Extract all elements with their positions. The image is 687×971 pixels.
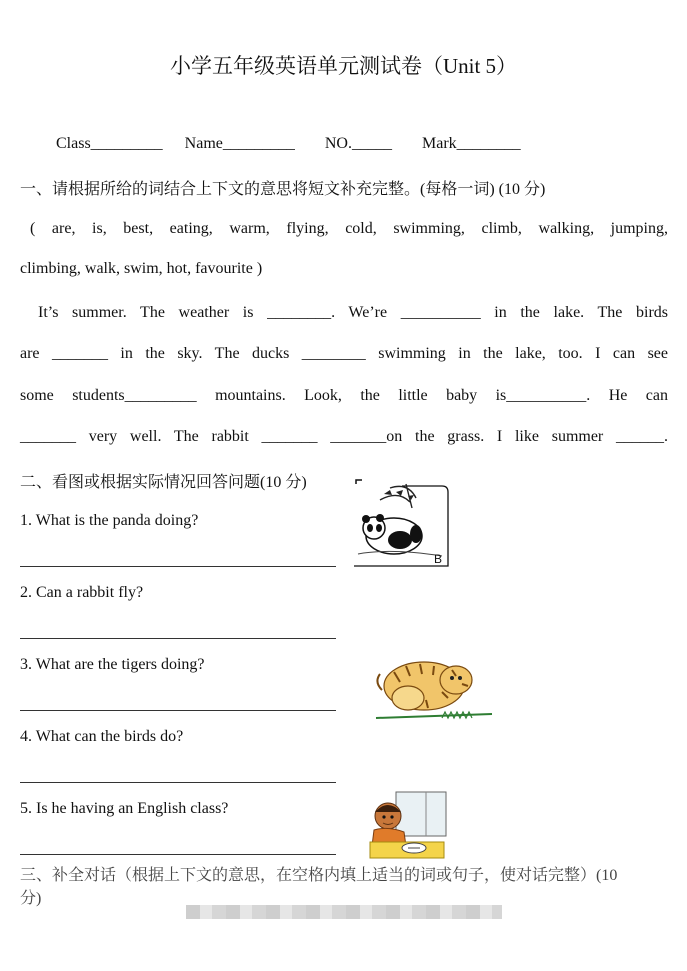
section2-heading: 二、看图或根据实际情况回答问题(10 分) <box>20 474 307 491</box>
section3-heading-partial <box>20 867 640 907</box>
number-field: NO._____ <box>324 135 392 152</box>
answer-line-5 <box>20 854 336 855</box>
passage-line-3: some students_________ mountains. Look, the little baby is__________. He can <box>20 387 668 404</box>
panda-illustration <box>350 478 450 570</box>
class-field: Class_________ <box>56 135 163 152</box>
word-bank-line-1: ( are, is, best, eating, warm, flying, cold, swimming, climb, walking, jumping, <box>30 220 668 237</box>
page-title: 小学五年级英语单元测试卷（Unit 5） <box>169 54 518 78</box>
question-3: 3. What are the tigers doing? <box>20 656 205 673</box>
tigers-illustration <box>372 652 496 724</box>
panda-label: B <box>434 552 443 566</box>
passage-line-2: are _______ in the sky. The ducks ________ swimming in the lake, too. I can see <box>20 345 668 362</box>
mark-field: Mark________ <box>421 135 521 152</box>
passage-line-1: It’s summer. The weather is ________. We’re __________ in the lake. The birds <box>38 304 668 321</box>
word-bank-line-2: climbing, walk, swim, hot, favourite ) <box>20 260 263 277</box>
answer-line-3 <box>20 710 336 711</box>
student-info-row <box>56 135 535 153</box>
question-1: 1. What is the panda doing? <box>20 512 199 529</box>
section1-heading: 一、请根据所给的词结合上下文的意思将短文补充完整。(每格一词) (10 分) <box>20 181 546 198</box>
passage-line-4: _______ very well. The rabbit _______ _______on the grass. I like summer ______. <box>20 428 668 445</box>
answer-line-4 <box>20 782 336 783</box>
answer-line-1 <box>20 566 336 567</box>
section3-heading-text: 三、补全对话（根据上下文的意思，在空格内填上适当的词或句子，使对话完整）(10 分) <box>20 867 618 907</box>
answer-line-2 <box>20 638 336 639</box>
question-2: 2. Can a rabbit fly? <box>20 584 144 601</box>
question-4: 4. What can the birds do? <box>20 728 184 745</box>
question-5: 5. Is he having an English class? <box>20 800 229 817</box>
name-field: Name_________ <box>184 135 295 152</box>
blurred-watermark <box>186 905 502 919</box>
boy-at-desk-illustration <box>366 790 448 860</box>
